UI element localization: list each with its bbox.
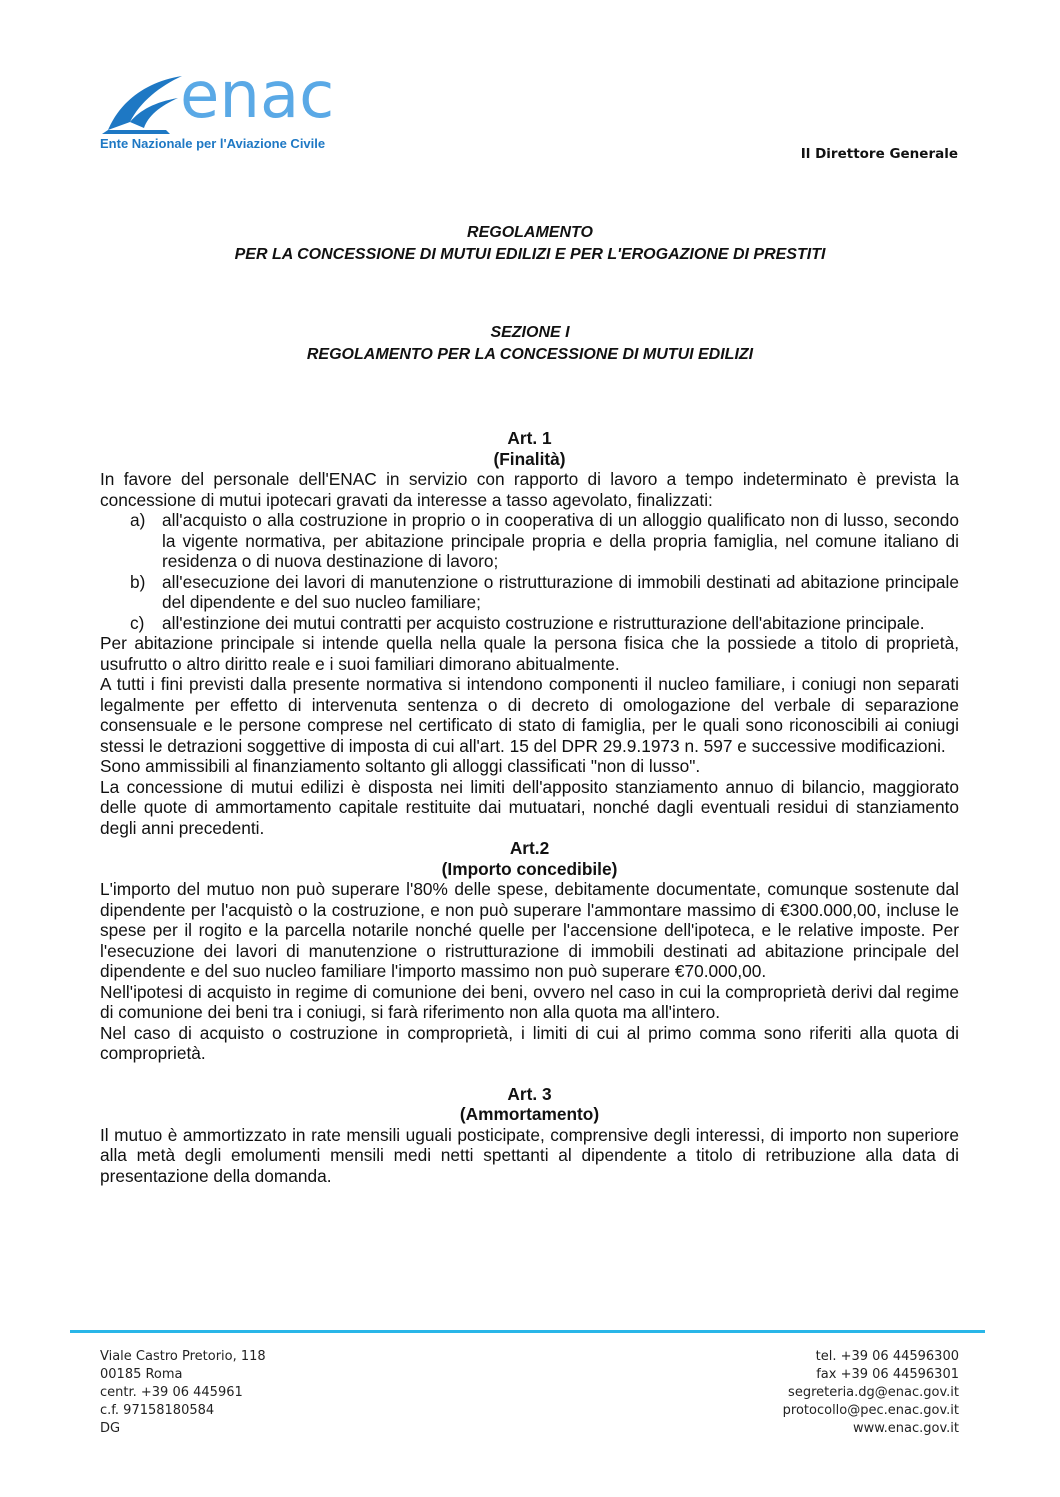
footer-address-line: c.f. 97158180584 — [100, 1403, 215, 1418]
logo-tagline: Ente Nazionale per l'Aviazione Civile — [100, 136, 326, 151]
art1-paragraph: La concessione di mutui edilizi è disposta nei limiti dell'apposito stanziamento annuo di bilancio, maggiorato delle quote di ammortamento capitale restituite dai mutuatari, nonché dagli eventuali residui di stanziamento degli anni precedenti. — [100, 776, 959, 838]
document-title-line2: PER LA CONCESSIONE DI MUTUI EDILIZI E PER L'EROGAZIONE DI PRESTITI — [234, 246, 826, 263]
footer-pec-link[interactable]: protocollo@pec.enac.gov.it — [782, 1403, 959, 1418]
list-item-label: b) — [130, 571, 146, 592]
enac-logo — [100, 59, 340, 152]
art1-list — [100, 510, 959, 633]
section-title-line1: SEZIONE I — [490, 324, 570, 341]
footer-phone: tel. +39 06 44596300 — [815, 1349, 959, 1364]
art3-title: Art. 3 — [507, 1083, 552, 1104]
list-item-text: all'esecuzione dei lavori di manutenzione o ristrutturazione di immobili destinati ad abitazione principale del dipendente e del suo nucleo familiare; — [162, 571, 959, 612]
art1-title: Art. 1 — [507, 428, 552, 448]
list-item-label: c) — [130, 612, 145, 633]
art2-title: Art.2 — [509, 838, 550, 858]
section-title — [0, 322, 1060, 366]
list-item — [100, 572, 959, 613]
footer-address-line: Viale Castro Pretorio, 118 — [100, 1349, 266, 1364]
footer-address — [100, 1348, 266, 1438]
art1-paragraph: Sono ammissibili al finanziamento soltanto gli alloggi classificati "non di lusso". — [100, 756, 701, 776]
art3-paragraph: Il mutuo è ammortizzato in rate mensili uguali posticipate, comprensive degli interessi, di importo non superiore alla metà degli emolumenti mensili medi netti spettanti al dipendente a titolo di retribuzione alla data di presentazione della domanda. — [100, 1124, 959, 1186]
art1-paragraph: A tutti i fini previsti dalla presente normativa si intendono componenti il nucleo familiare, i coniugi non separati legalmente per effetto di intervenuta sentenza o di decreto di omologazione del verbale di separazione consensuale e le persone comprese nel certificato di stato di famiglia, per le quali sono riconoscibili ai coniugi stessi le detrazioni soggettive di imposta di cui all'art. 15 del DPR 29.9.1973 n. 597 e successive modificazioni. — [100, 674, 959, 756]
footer-address-line: 00185 Roma — [100, 1367, 183, 1382]
enac-logo-mark-icon — [100, 72, 185, 134]
art1-subtitle: (Finalità) — [493, 448, 566, 469]
art1-intro: In favore del personale dell'ENAC in servizio con rapporto di lavoro a tempo indeterminato è prevista la concessione di mutui ipotecari gravati da interesse a tasso agevolato, finalizzati: — [100, 469, 959, 510]
footer-fax: fax +39 06 44596301 — [816, 1367, 959, 1382]
list-item-label: a) — [130, 510, 146, 530]
footer-email-link[interactable]: segreteria.dg@enac.gov.it — [788, 1385, 959, 1400]
logo-wordmark: enac — [180, 59, 335, 133]
document-body — [100, 428, 959, 1186]
footer-address-line: centr. +39 06 445961 — [100, 1385, 243, 1400]
footer-website-link[interactable]: www.enac.gov.it — [852, 1421, 959, 1436]
footer-divider — [70, 1330, 985, 1333]
art3-subtitle: (Ammortamento) — [459, 1104, 600, 1124]
art2-paragraph: Nell'ipotesi di acquisto in regime di comunione dei beni, ovvero nel caso in cui la comproprietà derivi dal regime di comunione dei beni tra i coniugi, si farà riferimento non alla quota ma all'intero. — [100, 981, 959, 1022]
section-title-line2: REGOLAMENTO PER LA CONCESSIONE DI MUTUI EDILIZI — [306, 346, 754, 363]
list-item-text: all'acquisto o alla costruzione in proprio o in cooperativa di un alloggio qualificato non di lusso, secondo la vigente normativa, per abitazione principale propria e della propria famiglia, nel comune italiano di residenza o di nuova destinazione di lavoro; — [162, 510, 959, 571]
document-title-line1: REGOLAMENTO — [467, 224, 593, 241]
art2-paragraph: L'importo del mutuo non può superare l'80% delle spese, debitamente documentate, comunque sostenute dal dipendente per l'acquistò o la costruzione, e non può superare l'ammontare massimo di €300.000,00, incluse le spese per il rogito e la parcella notarile nonché quelle per l'accensione dell'ipoteca, e le relative imposte. Per l'esecuzione dei lavori di manutenzione o ristrutturazione di immobili destinati ad abitazione principale del dipendente e del suo nucleo familiare l'importo massimo non può superare €70.000,00. — [100, 879, 959, 981]
art2-subtitle: (Importo concedibile) — [441, 858, 618, 879]
document-title — [0, 222, 1060, 266]
art2-paragraph: Nel caso di acquisto o costruzione in comproprietà, i limiti di cui al primo comma sono riferiti alla quota di comproprietà. — [100, 1022, 959, 1063]
art1-paragraph: Per abitazione principale si intende quella nella quale la persona fisica che la possiede a titolo di proprietà, usufrutto o altro diritto reale e i suoi familiari dimorano abitualmente. — [100, 633, 959, 674]
list-item — [100, 613, 959, 634]
director-label: Il Direttore Generale — [800, 146, 958, 162]
footer-address-line: DG — [100, 1421, 121, 1436]
list-item-text: all'estinzione dei mutui contratti per acquisto costruzione e ristrutturazione dell'abitazione principale. — [162, 612, 925, 633]
list-item — [100, 510, 959, 572]
footer-contacts — [783, 1348, 959, 1438]
